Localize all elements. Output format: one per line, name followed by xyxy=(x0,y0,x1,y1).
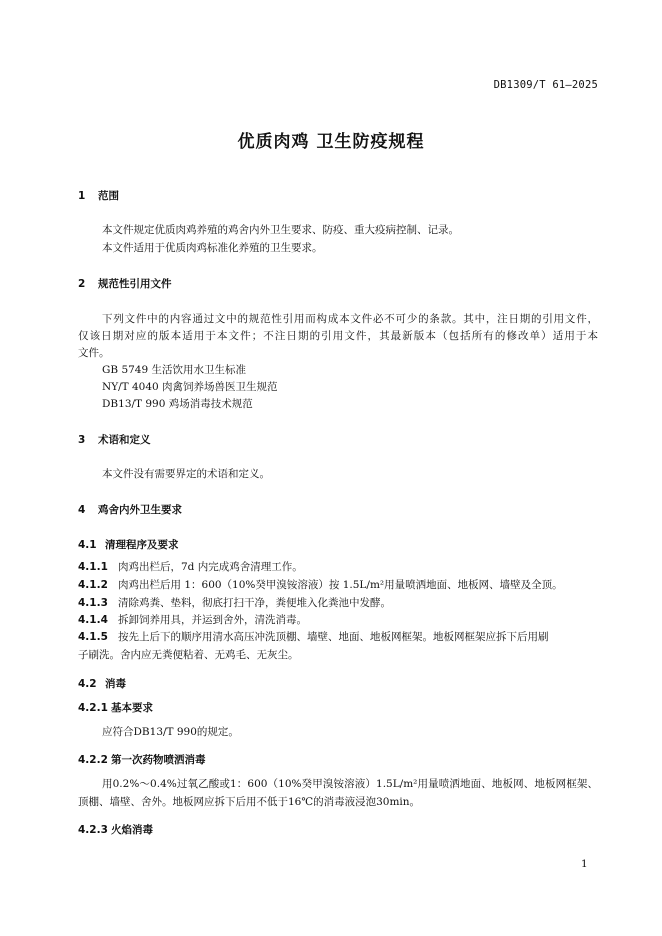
clause-number: 4.1.5 xyxy=(78,631,108,643)
section-number: 4 xyxy=(78,504,86,516)
section-number: 4.2.2 xyxy=(78,754,108,766)
clause-number: 4.1.2 xyxy=(78,579,108,591)
section-number: 4.2.3 xyxy=(78,824,108,836)
document-code: DB1309/T 61—2025 xyxy=(493,79,598,91)
page-number: 1 xyxy=(581,858,588,870)
section-title: 范围 xyxy=(98,190,119,202)
subsection-heading-4-1 xyxy=(78,537,179,552)
clause-text: 按先上后下的顺序用清水高压冲洗顶棚、墙壁、地面、地板网框架。地板网框架应拆下后用刷 xyxy=(118,631,549,643)
section-title: 清理程序及要求 xyxy=(105,539,179,551)
section-heading-3 xyxy=(78,432,151,447)
paragraph-line: 本文件规定优质肉鸡养殖的鸡舍内外卫生要求、防疫、重大疫病控制、记录。 xyxy=(102,224,459,236)
subsection-heading-4-2-2 xyxy=(78,752,206,767)
section-heading-2 xyxy=(78,276,172,291)
clause-text: 肉鸡出栏后用 1：600（10%癸甲溴铵溶液）按 1.5L/m²用量喷洒地面、地板网、墙壁及全顶。 xyxy=(118,579,563,591)
paragraph-line: 子刷洗。舍内应无粪便粘着、无鸡毛、无灰尘。 xyxy=(78,649,299,661)
subsection-heading-4-2-1 xyxy=(78,700,153,715)
clause-item xyxy=(78,578,563,592)
section-heading-4 xyxy=(78,502,182,517)
section-title: 消毒 xyxy=(105,678,126,690)
clause-number: 4.1.3 xyxy=(78,597,108,609)
section-number: 3 xyxy=(78,434,86,446)
paragraph-line: 用0.2%～0.4%过氧乙酸或1：600（10%癸甲溴铵溶液）1.5L/m²用量喷洒地面、地板网、地板网框架、 xyxy=(102,778,598,790)
paragraph-line: 下列文件中的内容通过文中的规范性引用而构成本文件必不可少的条款。其中，注日期的引用文件， xyxy=(102,313,598,325)
clause-number: 4.1.1 xyxy=(78,561,108,573)
clause-item xyxy=(78,596,391,610)
section-number: 4.1 xyxy=(78,539,97,551)
reference-item: GB 5749 生活饮用水卫生标准 xyxy=(102,364,247,376)
clause-item xyxy=(78,613,307,627)
paragraph-line: 本文件适用于优质肉鸡标准化养殖的卫生要求。 xyxy=(102,242,323,254)
clause-text: 肉鸡出栏后，7d 内完成鸡舍清理工作。 xyxy=(118,561,303,573)
section-title: 鸡舍内外卫生要求 xyxy=(98,504,182,516)
section-title: 火焰消毒 xyxy=(111,824,153,836)
subsection-heading-4-2-3 xyxy=(78,822,153,837)
section-number: 4.2 xyxy=(78,678,97,690)
subsection-heading-4-2 xyxy=(78,676,126,691)
paragraph-line: 顶棚、墙壁、舍外。地板网应拆下后用不低于16℃的消毒液浸泡30min。 xyxy=(78,796,421,808)
reference-item: DB13/T 990 鸡场消毒技术规范 xyxy=(102,398,253,410)
clause-item xyxy=(78,630,549,644)
section-number: 2 xyxy=(78,278,86,290)
section-number: 4.2.1 xyxy=(78,702,108,714)
paragraph-line: 应符合DB13/T 990的规定。 xyxy=(102,726,239,738)
clause-text: 拆卸饲养用具，并运到舍外，清洗消毒。 xyxy=(118,614,307,626)
clause-number: 4.1.4 xyxy=(78,614,108,626)
clause-item xyxy=(78,560,303,574)
paragraph-line: 仅该日期对应的版本适用于本文件；不注日期的引用文件，其最新版本（包括所有的修改单）适用于本 xyxy=(78,330,598,342)
paragraph-line: 本文件没有需要界定的术语和定义。 xyxy=(102,468,270,480)
section-title: 规范性引用文件 xyxy=(98,278,172,290)
reference-item: NY/T 4040 肉禽饲养场兽医卫生规范 xyxy=(102,381,278,393)
clause-text: 清除鸡粪、垫料，彻底打扫干净，粪便堆入化粪池中发酵。 xyxy=(118,597,391,609)
paragraph-line: 文件。 xyxy=(78,347,110,359)
section-title: 术语和定义 xyxy=(98,434,151,446)
document-title: 优质肉鸡 卫生防疫规程 xyxy=(237,132,425,152)
section-heading-1 xyxy=(78,188,119,203)
section-title: 第一次药物喷洒消毒 xyxy=(111,754,206,766)
section-title: 基本要求 xyxy=(111,702,153,714)
section-number: 1 xyxy=(78,190,86,202)
